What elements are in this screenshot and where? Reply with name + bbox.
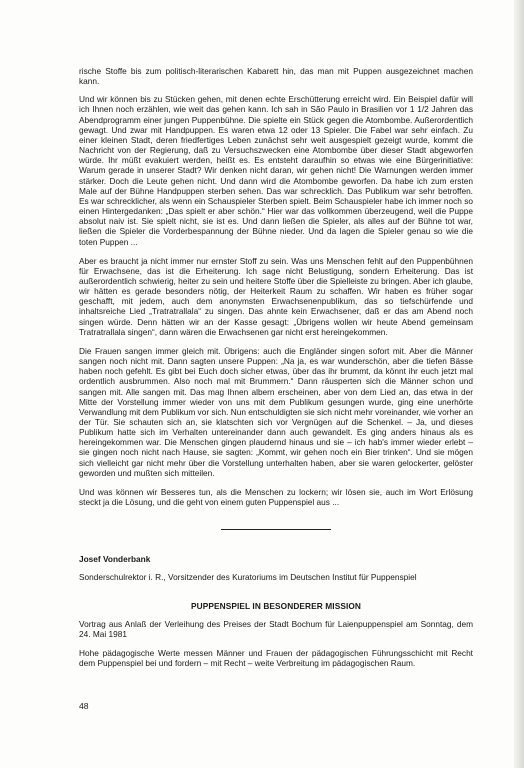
page-number: 48 bbox=[79, 701, 89, 711]
body-paragraph-4: Die Frauen sangen immer gleich mit. Übrigens: auch die Engländer singen sofort mit. Aber die Männer sangen noch nicht mit. Dann sagten unsere Puppen: „Na ja, es war wunderschön, aber die tiefen Bässe haben noch gefehlt. Es gibt bei Euch doch sicher etwas, über das ihr brummt, da könnt ihr euch jetzt mal ordentlich ausbrummen. Also noch mal mit Brummern.“ Dann räusperten sich die Männer schon und sangen mit. Alle sangen mit. Das mag Ihnen albern erscheinen, aber von dem Lied an, das etwa in der Mitte der Vorstellung immer wieder von uns mit dem Publikum gesungen wurde, ging eine unerhörte Verwandlung mit dem Publikum vor sich. Nun entschuldigten sie sich nicht mehr voreinander, wie vorher an der Tür. Sie schauten sich an, sie klatschten sich vor Vergnügen auf die Schenkel. – Ja, und dieses Publikum hatte sich im Verhalten untereinander dann auch gewandelt. Es ging anders hinaus als es hereingekommen war. Die Menschen gingen plaudernd hinaus und sie – ich hab's immer wieder erlebt – sie gingen noch nicht nach Hause, sie sagten: „Kommt, wir gehen noch ein Bier trinken“. Und sie mögen sich vielleicht gar nicht mehr über die Vorstellung unterhalten haben, aber sie waren gelockerter, gelöster geworden und mußten sich mitteilen. bbox=[79, 345, 473, 478]
section-divider bbox=[221, 529, 331, 530]
closing-paragraph: Hohe pädagogische Werte messen Männer und Frauen der pädagogischen Führungsschicht mit Recht dem Puppenspiel bei und fordern – mit Recht – weite Verbreitung im pädagogischen Raum. bbox=[79, 648, 473, 669]
author-name: Josef Vonderbank bbox=[79, 554, 151, 565]
body-paragraph-1: rische Stoffe bis zum politisch-literarischen Kabarett hin, das man mit Puppen ausgezeichnet machen kann. bbox=[79, 66, 473, 87]
body-paragraph-3: Aber es braucht ja nicht immer nur ernster Stoff zu sein. Was uns Menschen fehlt auf den Puppenbühnen für Erwachsene, das ist die Erheiterung. Ich sage nicht Belustigung, sondern Erheiterung. Das ist außerordentlich schwierig, heiter zu sein und heitere Stoffe über die Spielleiste zu bringen. Aber ich glaube, wir hätten es gerade besonders nötig, der Heiterkeit Raum zu schaffen. Wir haben es früher sogar geschafft, mit jedem, auch dem anonymsten Erwachsenenpublikum, das so tiefschürfende und inhaltsreiche Lied „Tratratrallala“ zu singen. Das ahnte kein Erwachsener, daß er das am Abend noch singen würde. Denn hätten wir an der Kasse gesagt: „Übrigens wollen wir heute Abend gemeinsam Tratratrallala singen“, dann wären die Erwachsenen gar nicht erst hereingekommen. bbox=[79, 255, 473, 337]
author-role: Sonderschulrektor i. R., Vorsitzender des Kuratoriums im Deutschen Institut für Puppenspiel bbox=[79, 572, 417, 583]
page-edge-shadow bbox=[514, 0, 524, 768]
body-paragraph-2: Und wir können bis zu Stücken gehen, mit denen echte Erschütterung erreicht wird. Ein Beispiel dafür will ich Ihnen noch erzählen, wie weit das gehen kann. Ich sah in São Paulo in Brasilien vor 1 1/2 Jahren das Abendprogramm einer jungen Puppenbühne. Die spielte ein Stück gegen die Atombombe. Außerordentlich gewagt. Und zwar mit Handpuppen. Es waren etwa 12 oder 13 Spieler. Die Fabel war sehr einfach. Zu einer kleinen Stadt, deren friedfertiges Leben zunächst sehr weit ausgespielt gezeigt wurde, kommt die Nachricht von der Regierung, daß zu Versuchszwecken eine Atombombe über dieser Stadt abgeworfen würde. Ihr müßt evakuiert werden, heißt es. Es entsteht daraufhin so etwas wie eine Bürgerinitiative: Warum gerade in unserer Stadt? Wir denken nicht daran, wir gehen nicht! Die Warnungen werden immer stärker. Doch die Leute gehen nicht. Und dann wird die Atombombe geworfen. Da habe ich zum ersten Male auf der Bühne Handpuppen sterben sehen. Das war schrecklich. Das Publikum war sehr betroffen. Es war schrecklicher, als wenn ein Schauspieler Sterben spielt. Beim Schauspieler habe ich immer noch so einen Hintergedanken: „Das spielt er aber schön.“ Hier war das vollkommen überzeugend, weil die Puppe absolut naiv ist. Sie spielt nicht, sie ist es. Und dann ließen die Spieler, als alles auf der Bühne tot war, ließen die Spieler die Vorderbespannung der Bühne nieder. Und da lagen die Spieler genau so wie die toten Puppen ... bbox=[79, 94, 473, 247]
page-content bbox=[79, 66, 473, 677]
body-paragraph-5: Und was können wir Besseres tun, als die Menschen zu lockern; wir lösen sie, auch im Wort Erlösung steckt ja die Lösung, und die geht von einem guten Puppenspiel aus ... bbox=[79, 486, 473, 508]
section-heading: PUPPENSPIEL IN BESONDERER MISSION bbox=[190, 600, 362, 611]
lecture-intro: Vortrag aus Anlaß der Verleihung des Preises der Stadt Bochum für Laienpuppenspiel am Sonntag, dem 24. Mai 1981 bbox=[79, 618, 473, 639]
